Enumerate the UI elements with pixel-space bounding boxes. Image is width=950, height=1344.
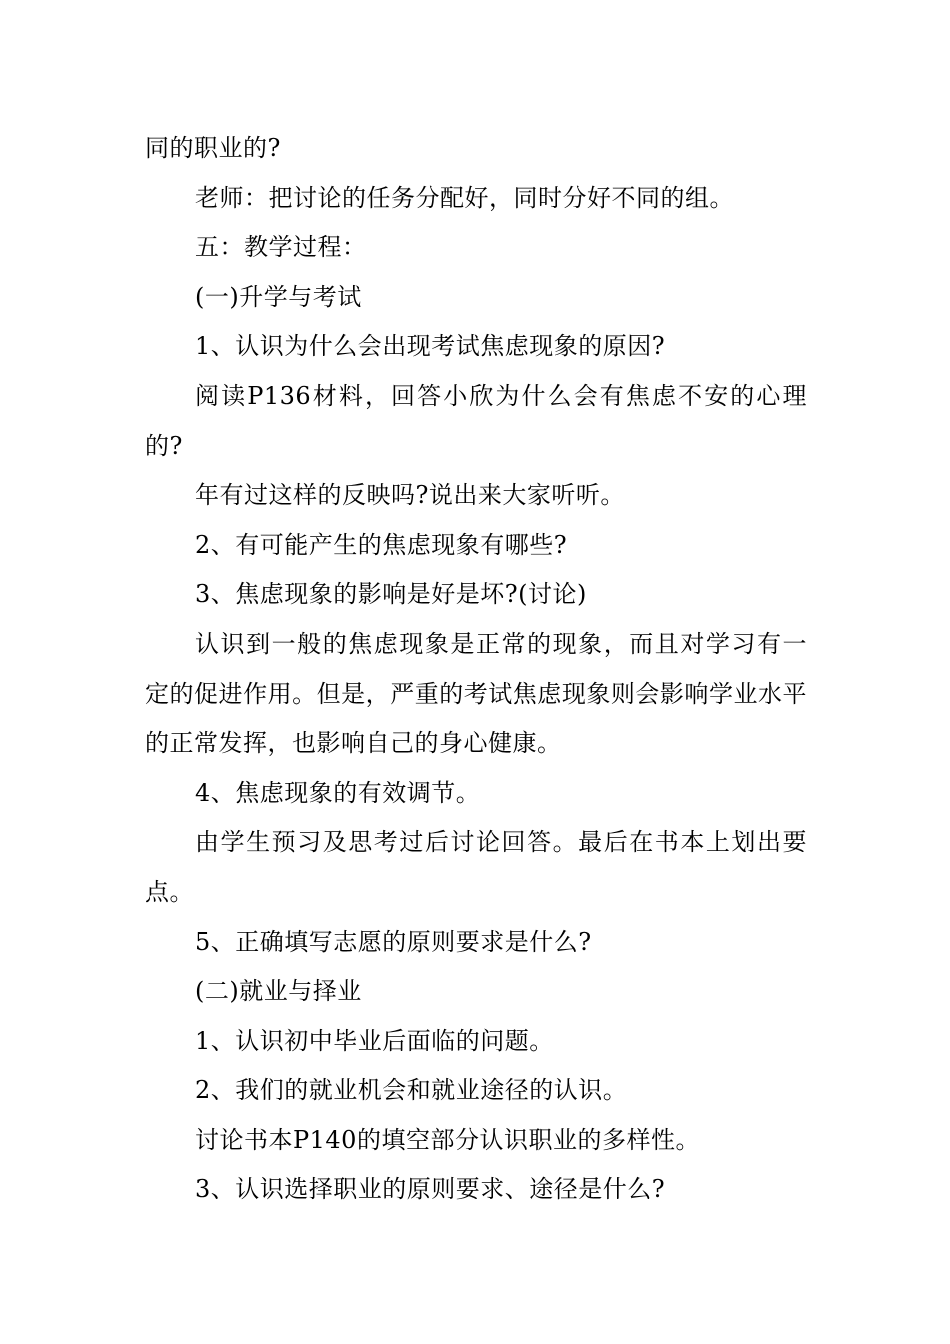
- paragraph-2: 老师：把讨论的任务分配好，同时分好不同的组。: [195, 183, 734, 212]
- paragraph-6: 阅读P136材料，回答小欣为什么会有焦虑不安的心理的?: [145, 381, 807, 460]
- paragraph-4: (一)升学与考试: [195, 282, 362, 311]
- paragraph-18: 3、认识选择职业的原则要求、途径是什么?: [195, 1175, 666, 1204]
- paragraph-15: 1、认识初中毕业后面临的问题。: [195, 1026, 554, 1055]
- paragraph-3: 五：教学过程：: [195, 233, 367, 262]
- paragraph-5: 1、认识为什么会出现考试焦虑现象的原因?: [195, 332, 666, 361]
- paragraph-16: 2、我们的就业机会和就业途径的认识。: [195, 1076, 628, 1105]
- paragraph-7: 年有过这样的反映吗?说出来大家听听。: [195, 481, 625, 510]
- paragraph-10: 认识到一般的焦虑现象是正常的现象，而且对学习有一定的促进作用。但是，严重的考试焦虑现象则会影响学业水平的正常发挥，也影响自己的身心健康。: [145, 629, 807, 758]
- paragraph-1: 同的职业的?: [145, 134, 281, 162]
- paragraph-17: 讨论书本P140的填空部分认识职业的多样性。: [195, 1125, 700, 1154]
- paragraph-8: 2、有可能产生的焦虑现象有哪些?: [195, 530, 568, 559]
- paragraph-11: 4、焦虑现象的有效调节。: [195, 778, 481, 807]
- paragraph-14: (二)就业与择业: [195, 977, 362, 1006]
- paragraph-13: 5、正确填写志愿的原则要求是什么?: [195, 927, 592, 956]
- document-body: [145, 124, 807, 1215]
- paragraph-12: 由学生预习及思考过后讨论回答。最后在书本上划出要点。: [145, 828, 807, 906]
- paragraph-9: 3、焦虑现象的影响是好是坏?(讨论): [195, 580, 587, 609]
